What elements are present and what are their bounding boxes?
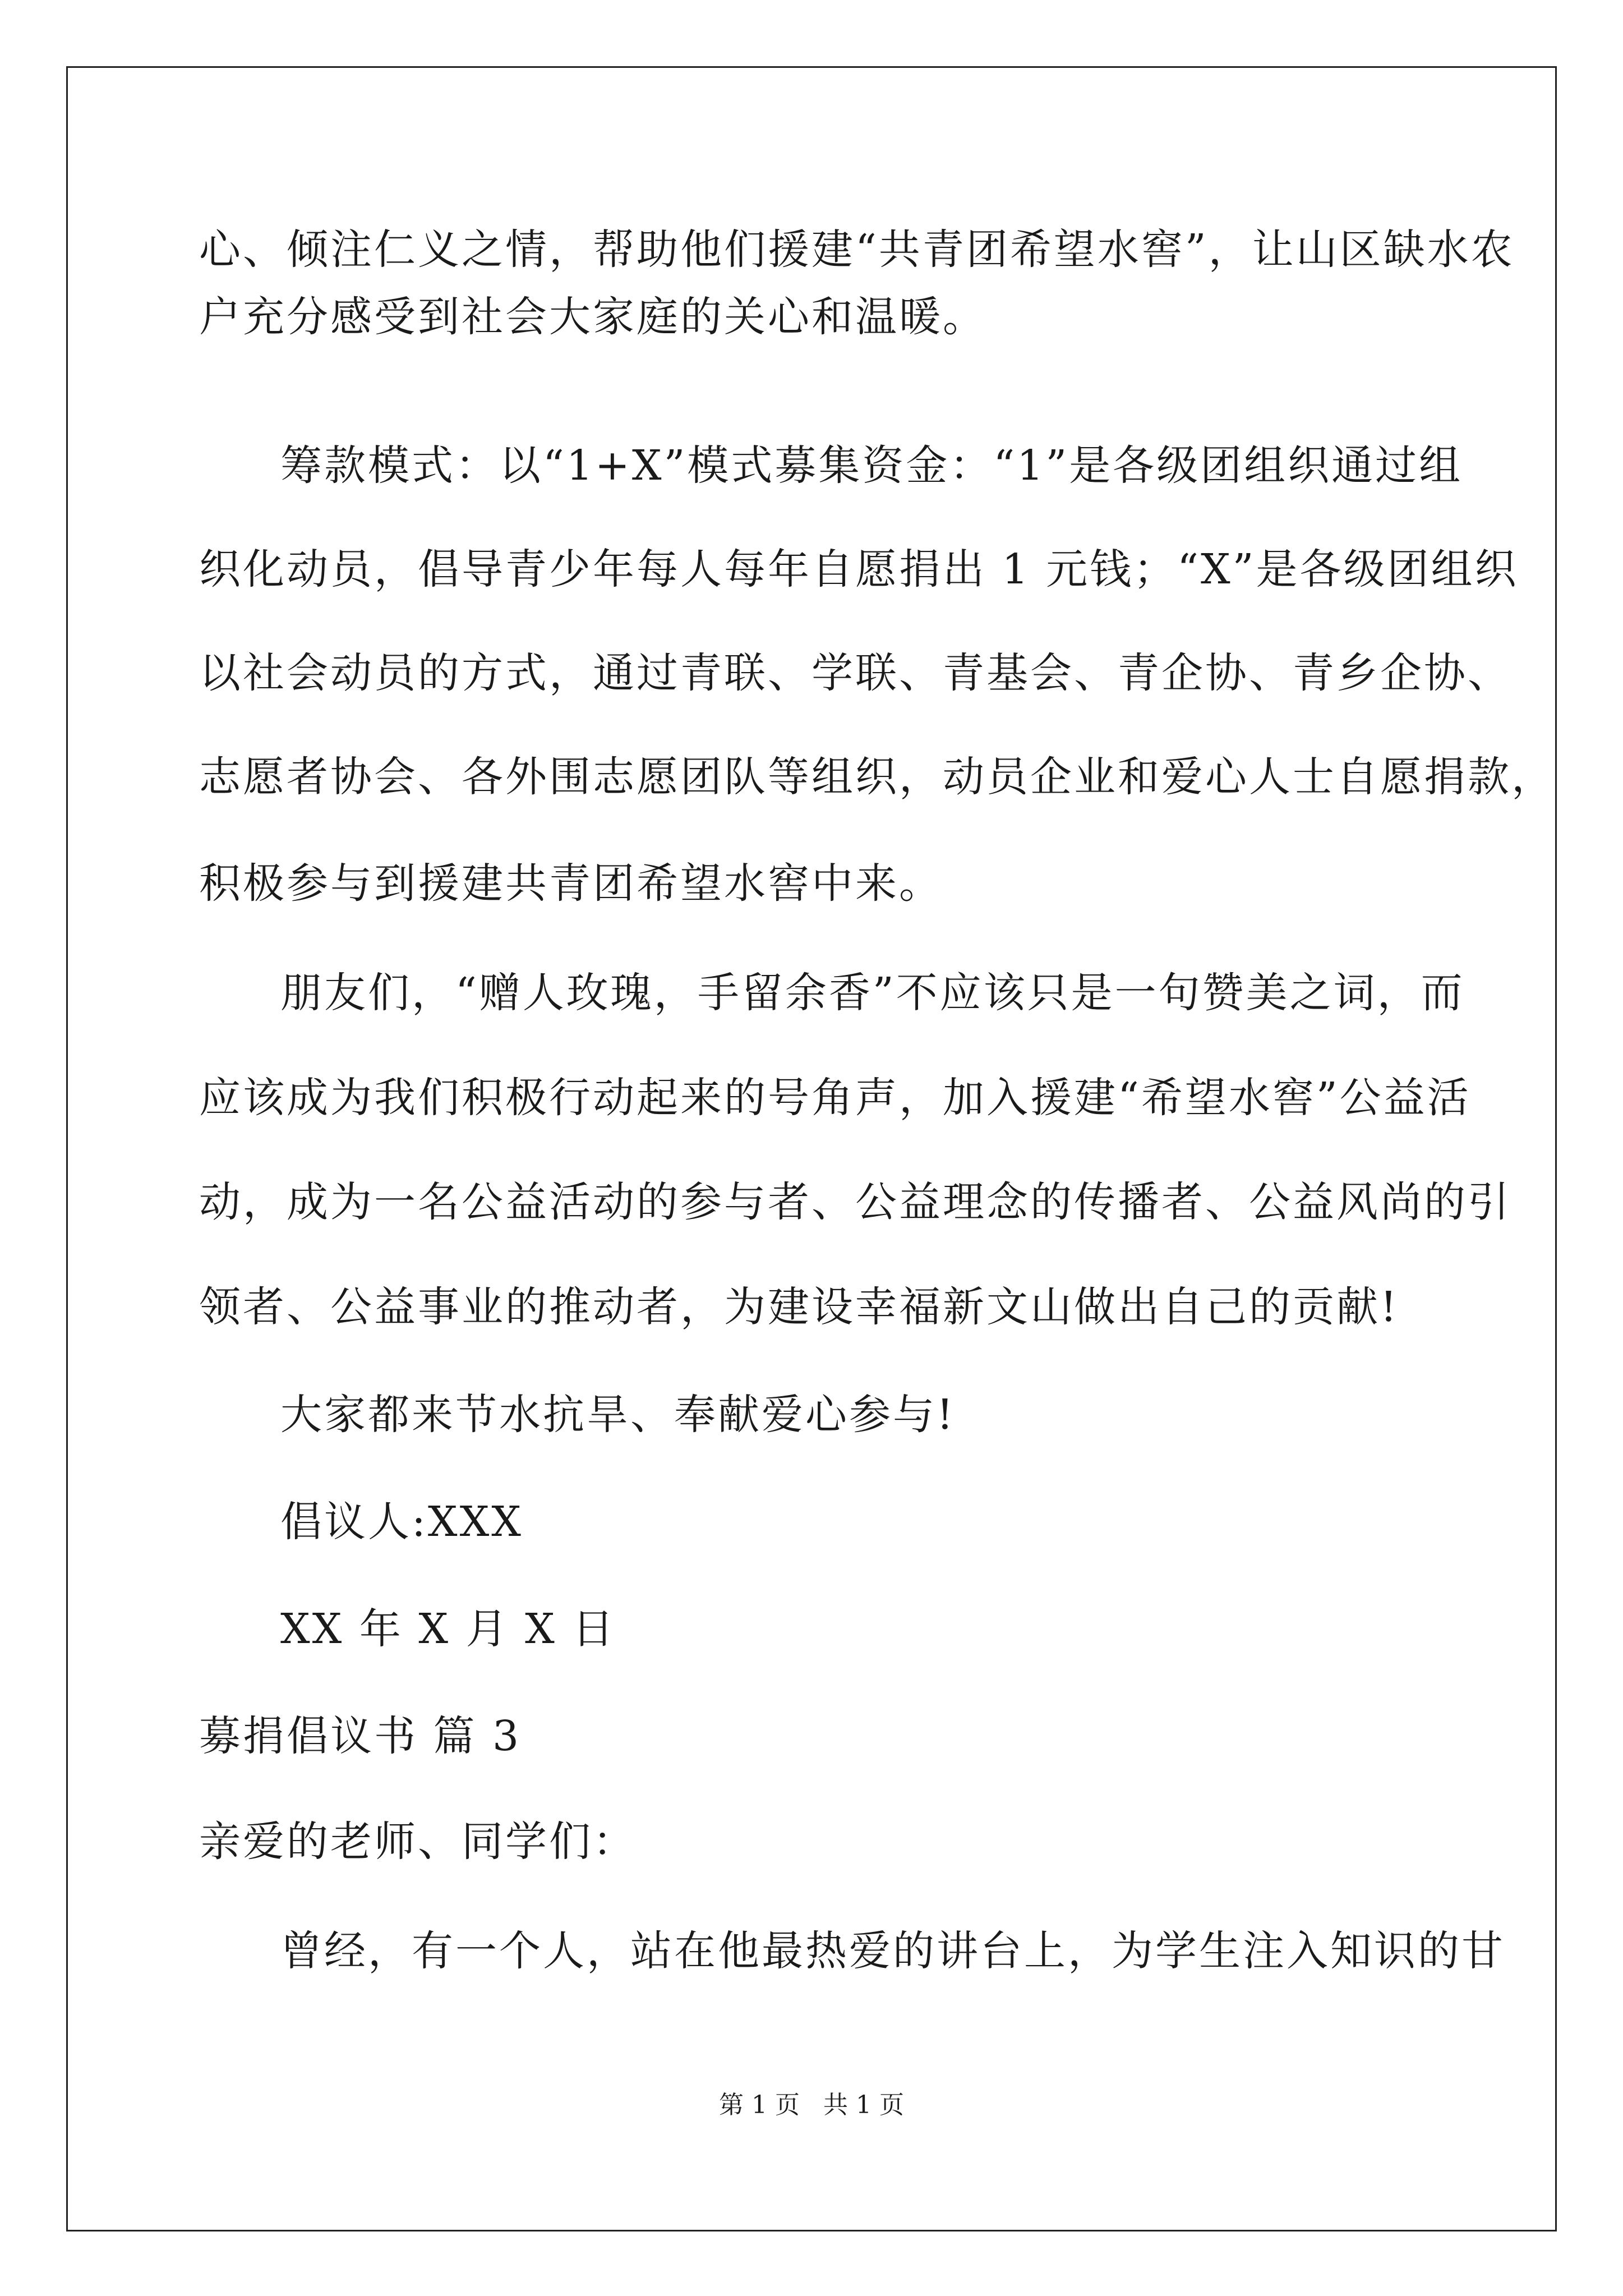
page-footer [0,2090,1623,2121]
paragraph-line: 曾经，有一个人，站在他最热爱的讲台上，为学生注入知识的甘 [280,1927,1505,1975]
section-title: 募捐倡议书 篇 3 [199,1712,522,1760]
date-line: XX 年 X 月 X 日 [280,1605,616,1653]
paragraph-line: 领者、公益事业的推动者，为建设幸福新文山做出自己的贡献! [199,1283,1399,1331]
signature-line: 倡议人:XXX [280,1498,523,1546]
page-number: 第 1 页 [719,2091,800,2119]
paragraph-line: 积极参与到援建共青团希望水窖中来。 [199,859,943,908]
paragraph-line: 户充分感受到社会大家庭的关心和温暖。 [199,293,986,341]
paragraph-line: 动，成为一名公益活动的参与者、公益理念的传播者、公益风尚的引 [199,1178,1511,1226]
paragraph-line: 志愿者协会、各外围志愿团队等组织，动员企业和爱心人士自愿捐款， [199,753,1555,801]
paragraph-line: 朋友们，“赠人玫瑰，手留余香”不应该只是一句赞美之词，而 [280,969,1465,1017]
page-border [66,66,1557,2231]
salutation: 亲爱的老师、同学们： [199,1818,637,1866]
paragraph-line: 应该成为我们积极行动起来的号角声，加入援建“希望水窖”公益活 [199,1074,1471,1122]
page-total: 共 1 页 [823,2091,904,2119]
paragraph-line: 大家都来节水抗旱、奉献爱心参与! [280,1391,956,1439]
paragraph-line: 筹款模式：以“1+X”模式募集资金：“1”是各级团组织通过组 [280,441,1463,490]
paragraph-line: 织化动员，倡导青少年每人每年自愿捐出 1 元钱；“X”是各级团组织 [199,545,1519,593]
paragraph-line: 以社会动员的方式，通过青联、学联、青基会、青企协、青乡企协、 [199,649,1511,697]
paragraph-line: 心、倾注仁义之情，帮助他们援建“共青团希望水窖”，让山区缺水农 [199,226,1515,274]
